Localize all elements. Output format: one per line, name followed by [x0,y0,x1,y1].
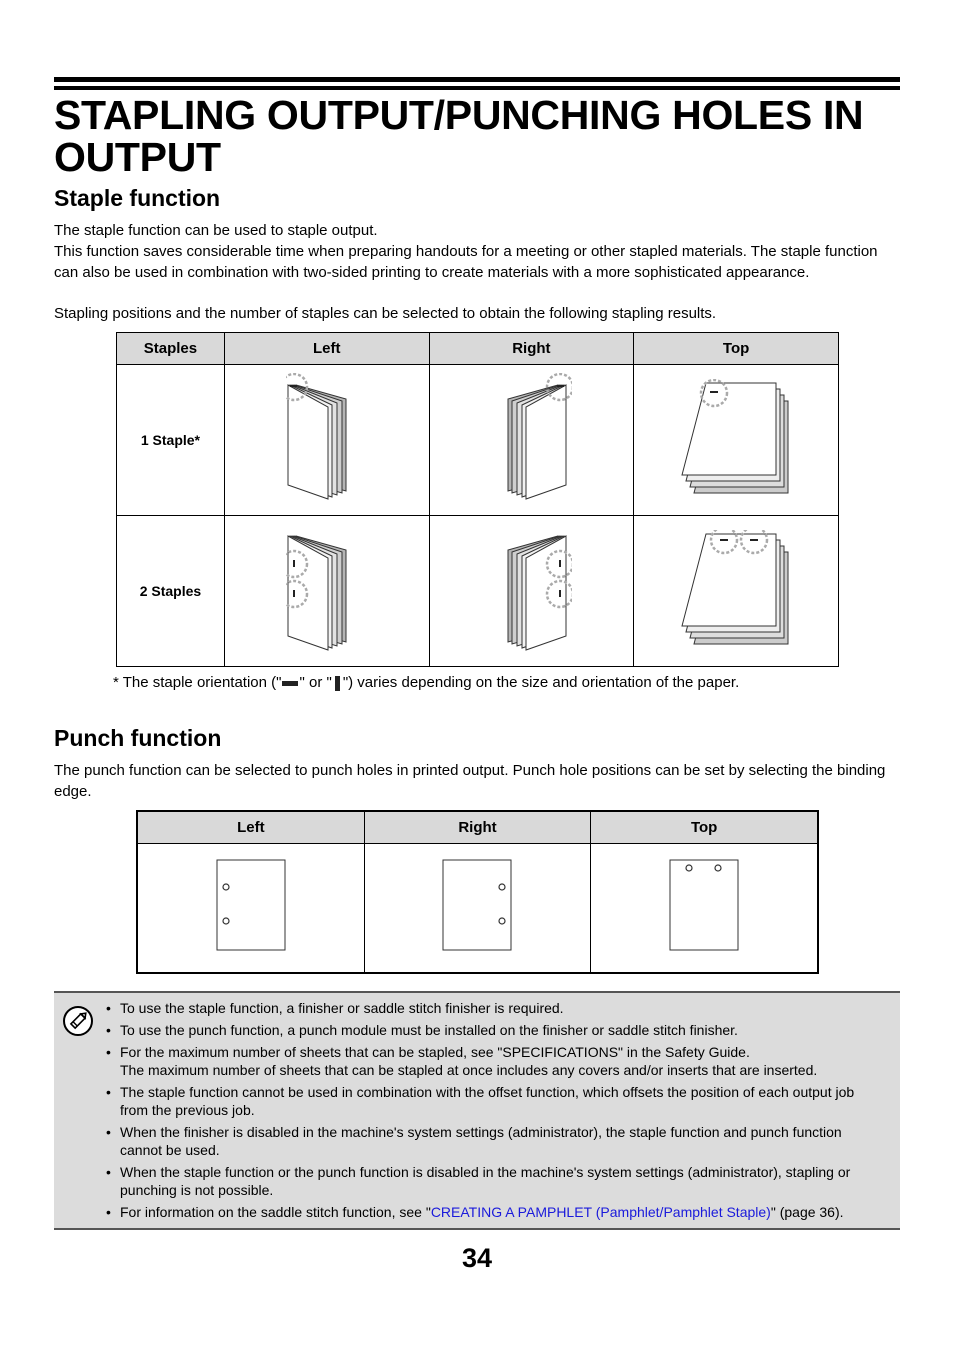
header-rule-thin [54,86,900,90]
note-item: • To use the punch function, a punch module must be installed on the finisher or saddle stitch finisher. [106,1021,886,1039]
staple-col-right: Right [429,333,634,365]
staple-col-staples: Staples [117,333,225,365]
booklet-right-2-staples-icon [490,524,572,654]
stack-top-2-staples-icon [680,530,792,648]
fig-2-staples-left [224,516,429,667]
note-item: • The staple function cannot be used in combination with the offset function, which offsets the position of each output job from the previous job. [106,1083,886,1119]
note-item [106,1043,886,1079]
fig-punch-left [137,844,364,973]
fig-1-staple-top [634,365,839,516]
row-2-staples: 2 Staples [117,516,225,667]
punch-col-right: Right [364,811,591,844]
fig-punch-top [591,844,818,973]
staple-col-left: Left [224,333,429,365]
note-item [106,1203,886,1221]
sheet-punch-left-icon [216,859,286,951]
page-title: STAPLING OUTPUT/PUNCHING HOLES IN OUTPUT [54,92,864,180]
stack-top-1-staple-icon [680,379,792,497]
punch-description: The punch function can be selected to punch holes in printed output. Punch hole positions can be set by selecting the binding edge. [54,762,886,800]
staple-intro: The staple function can be used to staple output. [54,222,378,239]
sheet-punch-top-icon [669,859,739,951]
fig-punch-right [364,844,591,973]
note-last-before: For information on the saddle stitch function, see " [120,1204,431,1220]
notes-list [106,999,886,1225]
staple-description: This function saves considerable time when preparing handouts for a meeting or other stapled materials. The staple function can also be used in combination with two-sided printing to create materials with a more sophisticated appearance. [54,243,878,281]
footnote-text-a: * The staple orientation (" [113,674,282,691]
punch-table [136,810,819,974]
punch-col-left: Left [137,811,364,844]
booklet-left-1-staple-icon [286,373,368,503]
fig-2-staples-right [429,516,634,667]
row-1-staple: 1 Staple* [117,365,225,516]
staple-heading: Staple function [54,185,221,211]
note-last-after: " (page 36). [770,1204,844,1220]
sheet-punch-right-icon [442,859,512,951]
vertical-staple-icon [335,676,340,691]
footnote-text-c: ") varies depending on the size and orientation of the paper. [342,674,740,691]
staple-col-top: Top [634,333,839,365]
punch-heading: Punch function [54,725,222,751]
pencil-note-icon [62,1005,94,1037]
note-item-text: For the maximum number of sheets that can be stapled, see "SPECIFICATIONS" in the Safety Guide. [120,1044,750,1060]
fig-1-staple-right [429,365,634,516]
note-item: • When the staple function or the punch function is disabled in the machine's system settings (administrator), stapling or punching is not possible. [106,1163,886,1199]
pamphlet-link[interactable]: CREATING A PAMPHLET (Pamphlet/Pamphlet Staple) [430,1204,771,1220]
punch-col-top: Top [591,811,818,844]
page-number: 34 [461,1243,493,1273]
fig-1-staple-left [224,365,429,516]
fig-2-staples-top [634,516,839,667]
staple-footnote [113,673,739,693]
header-rule-thick [54,77,900,82]
staple-positions-text: Stapling positions and the number of staples can be selected to obtain the following stapling results. [54,305,717,322]
booklet-right-1-staple-icon [490,373,572,503]
horizontal-staple-icon [282,681,298,686]
note-item: • To use the staple function, a finisher or saddle stitch finisher is required. [106,999,886,1017]
note-item: • When the finisher is disabled in the machine's system settings (administrator), the staple function and punch function cannot be used. [106,1123,886,1159]
note-item-subtext: The maximum number of sheets that can be stapled at once includes any covers and/or inserts that are inserted. [120,1062,818,1078]
footnote-text-b: " or " [299,674,332,691]
booklet-left-2-staples-icon [286,524,368,654]
notes-box [54,991,900,1230]
staple-table [116,332,839,667]
